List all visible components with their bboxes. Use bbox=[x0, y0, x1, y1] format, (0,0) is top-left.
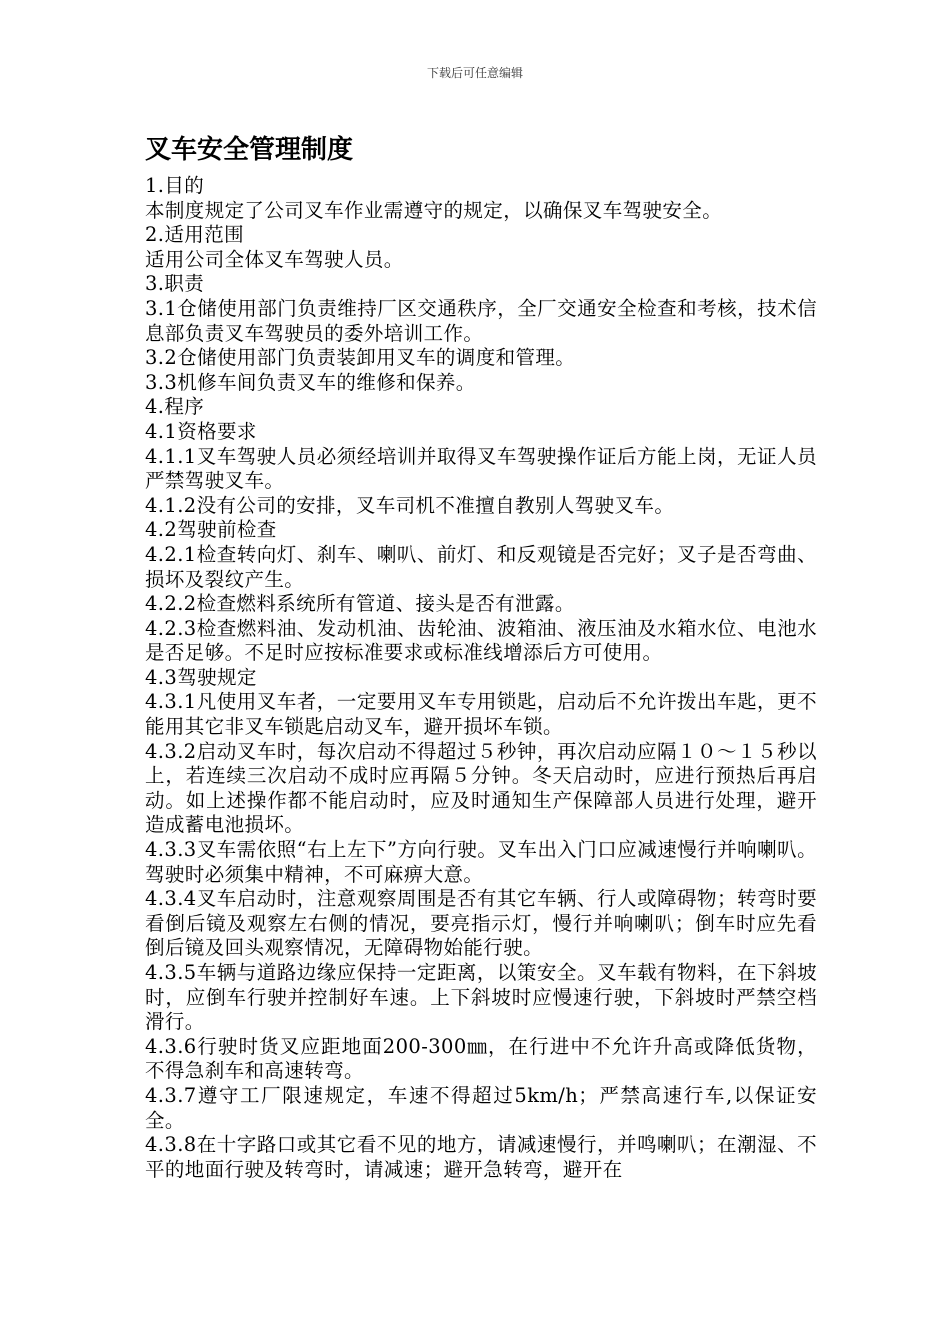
paragraph: 4.2.1检查转向灯、刹车、喇叭、前灯、和反观镜是否完好；叉子是否弯曲、损坏及裂纹产生。 bbox=[145, 542, 817, 591]
paragraph: 4.3.7遵守工厂限速规定，车速不得超过5km/h；严禁高速行车,以保证安全。 bbox=[145, 1083, 817, 1132]
section-heading: 4.程序 bbox=[145, 395, 205, 419]
page-header-note: 下载后可任意编辑 bbox=[426, 66, 523, 80]
paragraph: 4.3.8在十字路口或其它看不见的地方，请减速慢行，并鸣喇叭；在潮湿、不平的地面行驶及转弯时，请减速；避开急转弯，避开在 bbox=[145, 1133, 817, 1181]
subsection-heading: 4.2驾驶前检查 bbox=[145, 518, 277, 542]
paragraph: 4.3.1凡使用叉车者，一定要用叉车专用锁匙，启动后不允许拨出车匙，更不能用其它非叉车锁匙启动叉车，避开损坏车锁。 bbox=[145, 690, 817, 739]
paragraph: 4.1.1叉车驾驶人员必须经培训并取得叉车驾驶操作证后方能上岗，无证人员严禁驾驶叉车。 bbox=[145, 444, 817, 493]
section-heading: 3.职责 bbox=[145, 272, 205, 296]
document-title: 叉车安全管理制度 bbox=[145, 135, 354, 165]
section-heading: 2.适用范围 bbox=[145, 223, 245, 247]
section-heading: 1.目的 bbox=[145, 174, 205, 197]
paragraph: 本制度规定了公司叉车作业需遵守的规定，以确保叉车驾驶安全。 bbox=[145, 198, 723, 222]
paragraph: 4.3.6行驶时货叉应距地面200-300㎜，在行进中不允许升高或降低货物，不得急刹车和高速转弯。 bbox=[145, 1034, 817, 1083]
paragraph: 适用公司全体叉车驾驶人员。 bbox=[145, 247, 404, 271]
paragraph: 3.3机修车间负责叉车的维修和保养。 bbox=[145, 370, 476, 394]
paragraph: 4.3.4叉车启动时，注意观察周围是否有其它车辆、行人或障碍物；转弯时要看倒后镜及观察左右侧的情况，要亮指示灯，慢行并响喇叭；倒车时应先看倒后镜及回头观察情况，无障碍物始能行驶。 bbox=[145, 887, 817, 960]
paragraph: 4.3.5车辆与道路边缘应保持一定距离，以策安全。叉车载有物料，在下斜坡时，应倒车行驶并控制好车速。上下斜坡时应慢速行驶，下斜坡时严禁空档滑行。 bbox=[145, 961, 817, 1034]
paragraph: 4.3.3叉车需依照“右上左下”方向行驶。叉车出入门口应减速慢行并响喇叭。驾驶时必须集中精神，不可麻痹大意。 bbox=[145, 838, 817, 886]
document-body bbox=[145, 130, 817, 1182]
paragraph: 3.2仓储使用部门负责装卸用叉车的调度和管理。 bbox=[145, 346, 576, 370]
paragraph: 4.1.2没有公司的安排，叉车司机不准擅自教别人驾驶叉车。 bbox=[145, 493, 675, 517]
paragraph: 4.3.2启动叉车时，每次启动不得超过５秒钟，再次启动应隔１０～１５秒以上，若连续三次启动不成时应再隔５分钟。冬天启动时，应进行预热后再启动。如上述操作都不能启动时，应及时通知生产保障部人员进行处理，避开造成蓄电池损坏。 bbox=[145, 739, 817, 837]
subsection-heading: 4.3驾驶规定 bbox=[145, 665, 257, 689]
paragraph: 4.2.2检查燃料系统所有管道、接头是否有泄露。 bbox=[145, 592, 575, 616]
paragraph: 3.1仓储使用部门负责维持厂区交通秩序，全厂交通安全检查和考核，技术信息部负责叉车驾驶员的委外培训工作。 bbox=[145, 296, 817, 345]
paragraph: 4.2.3检查燃料油、发动机油、齿轮油、波箱油、液压油及水箱水位、电池水是否足够。不足时应按标准要求或标准线增添后方可使用。 bbox=[145, 616, 817, 665]
subsection-heading: 4.1资格要求 bbox=[145, 419, 257, 443]
